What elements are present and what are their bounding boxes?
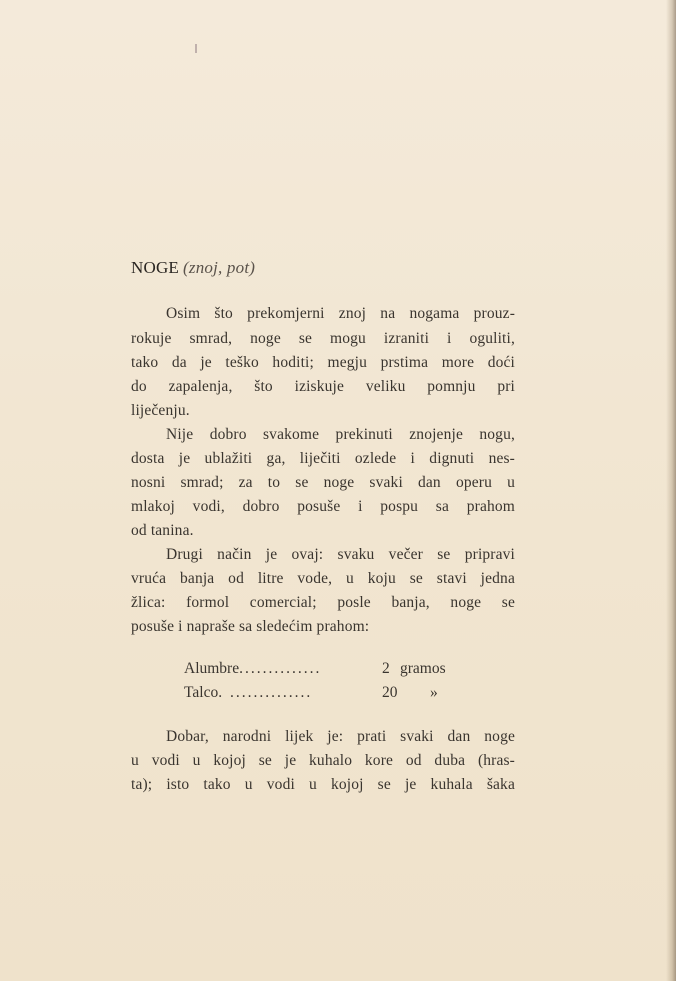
paragraph-3-line: posuše i napraše sa sledećim prahom: [131,618,370,635]
ingredient-name: Talco [184,684,219,701]
recipe-row [184,660,446,678]
paragraph-4-line: ta); isto tako u vodi u kojoj se je kuhala šaka [131,776,515,793]
paragraph-1-line: Osim što prekomjerni znoj na nogama prouz- [166,305,515,322]
ingredient-quantity: 20 [382,684,398,701]
section-heading [131,258,255,278]
page-edge-shadow [666,0,676,981]
paragraph-2-line: od tanina. [131,522,194,539]
recipe-row [184,684,438,702]
heading-subtitle: (znoj, pot) [183,258,256,277]
leader-dots: . .............. [218,684,313,701]
heading-title: NOGE [131,258,180,277]
leader-dots: .............. [239,660,322,677]
ingredient-unit: » [430,684,438,701]
paragraph-2-line: Nije dobro svakome prekinuti znojenje nogu, [166,426,515,443]
paragraph-3-line: Drugi način je ovaj: svaku večer se pripravi [166,546,515,563]
paragraph-1-line: do zapalenja, što iziskuje veliku pomnju pri [131,378,515,395]
paragraph-2-line: mlakoj vodi, dobro posuše i pospu sa prahom [131,498,515,515]
print-mark [195,44,197,53]
paragraph-1-line: tako da je teško hoditi; megju prstima more doći [131,354,515,371]
paragraph-1-line: liječenju. [131,402,190,419]
paragraph-1-line: rokuje smrad, noge se mogu izraniti i oguliti, [131,330,515,347]
ingredient-name: Alumbre [184,660,240,677]
ingredient-quantity: 2 [382,660,390,677]
paragraph-2-line: nosni smrad; za to se noge svaki dan operu u [131,474,515,491]
paragraph-4-line: Dobar, narodni lijek je: prati svaki dan noge [166,728,515,745]
paragraph-3-line: vruća banja od litre vode, u koju se stavi jedna [131,570,515,587]
ingredient-unit: gramos [400,660,446,677]
paragraph-2-line: dosta je ublažiti ga, liječiti ozlede i dignuti nes- [131,450,515,467]
paragraph-3-line: žlica: formol comercial; posle banja, noge se [131,594,515,611]
paragraph-4-line: u vodi u kojoj se je kuhalo kore od duba (hras- [131,752,515,769]
